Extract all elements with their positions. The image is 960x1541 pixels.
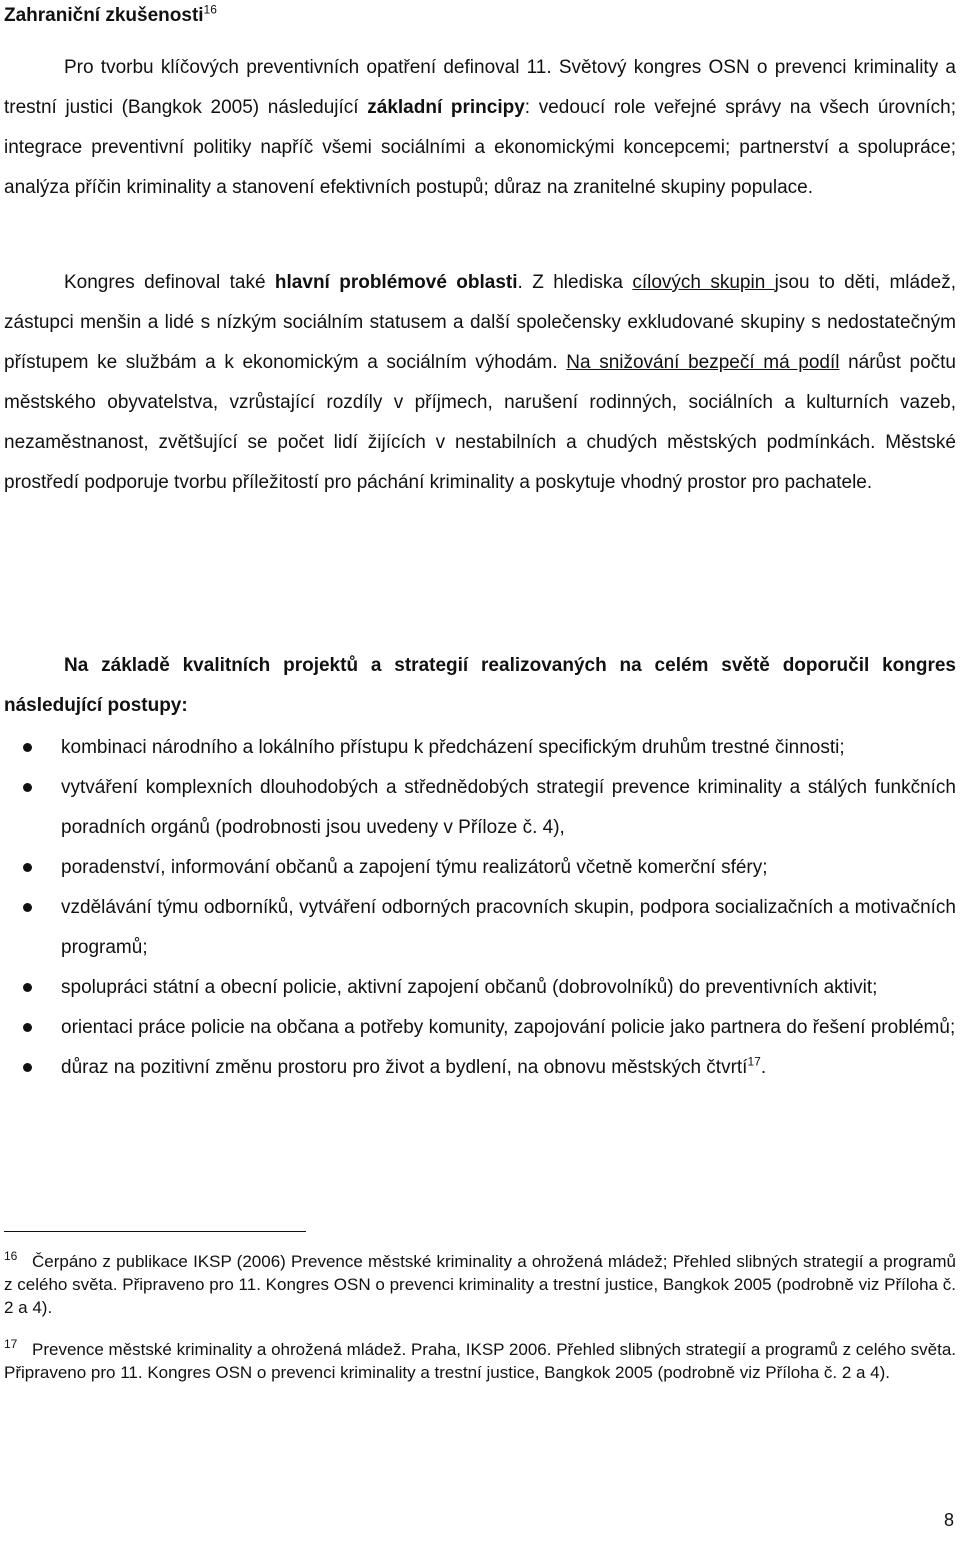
- page-heading: [4, 2, 217, 30]
- bullet-icon: [23, 783, 32, 792]
- bullet-icon: [23, 1023, 32, 1032]
- list-item: vytváření komplexních dlouhodobých a střednědobých strategií prevence kriminality a stálých funkčních poradních orgánů (podrobnosti jsou uvedeny v Příloze č. 4),: [0, 768, 956, 848]
- list-item: orientaci práce policie na občana a potřeby komunity, zapojování policie jako partnera do řešení problémů;: [0, 1008, 956, 1048]
- bullet-icon: [23, 983, 32, 992]
- safety-decrease-term: Na snižování bezpečí má podíl: [566, 352, 840, 373]
- problem-areas-term: hlavní problémové oblasti: [274, 272, 518, 293]
- bullet-icon: [23, 903, 32, 912]
- recommendations-list: [0, 728, 956, 1088]
- page-number: 8: [943, 1510, 954, 1530]
- bullet-icon: [23, 1063, 32, 1072]
- list-item: vzdělávání týmu odborníků, vytváření odborných pracovních skupin, podpora socializačních a motivačních programů;: [0, 888, 956, 968]
- section-heading: Na základě kvalitních projektů a strategií realizovaných na celém světě doporučil kongres následující postupy:: [4, 655, 956, 716]
- key-principles-term: základní principy: [367, 97, 525, 118]
- footnote-ref-16: 16: [203, 2, 217, 17]
- heading-text: Zahraniční zkušenosti: [4, 5, 204, 26]
- list-item: kombinaci národního a lokálního přístupu k předcházení specifickým druhům trestné činnosti;: [0, 728, 956, 768]
- paragraph-principles: Pro tvorbu klíčových preventivních opatření definoval 11. Světový kongres OSN o prevenci kriminality a trestní justici (Bangkok 2005) následující základní principy: vedoucí role veřejné správy na všech úrovních; integrace preventivní politiky napříč všemi sociálními a ekonomickými koncepcemi; partnerství a spolupráce; analýza příčin kriminality a stanovení efektivních postupů; důraz na zranitelné skupiny populace.: [4, 57, 957, 198]
- list-item: důraz na pozitivní změnu prostoru pro život a bydlení, na obnovu městských čtvrtí$^{17}$.: [0, 1048, 956, 1088]
- target-groups-term: cílových skupin: [632, 272, 775, 293]
- footnote-divider: [4, 1231, 306, 1232]
- footnote-16: $^{16}$ Čerpáno z publikace IKSP (2006) Prevence městské kriminality a ohrožená mládež; Přehled slibných strategií a programů z celého světa. Připraveno pro 11. Kongres OSN o prevenci kriminality a trestní justice, Bangkok 2005 (podrobně viz Příloha č. 2 a 4).: [4, 1249, 956, 1317]
- list-item: spolupráci státní a obecní policie, aktivní zapojení občanů (dobrovolníků) do preventivních aktivit;: [0, 968, 956, 1008]
- paragraph-problem-areas: Kongres definoval také hlavní problémové oblasti. Z hlediska cílových skupin jsou to děti, mládež, zástupci menšin a lidé s nízkým sociálním statusem a další společensky exkludované skupiny s nedostatečným přístupem ke službám a k ekonomickým a sociálním výhodám. Na snižování bezpečí má podíl nárůst počtu městského obyvatelstva, vzrůstající rozdíly v příjmech, narušení rodinných, sociálních a kulturních vazeb, nezaměstnanost, zvětšující se počet lidí žijících v nestabilních a chudých městských podmínkách. Městské prostředí podporuje tvorbu příležitostí pro páchání kriminality a poskytuje vhodný prostor pro pachatele.: [4, 272, 956, 493]
- footnote-17: $^{17}$ Prevence městské kriminality a ohrožená mládež. Praha, IKSP 2006. Přehled slibných strategií a programů z celého světa. Připraveno pro 11. Kongres OSN o prevenci kriminality a trestní justice, Bangkok 2005 (podrobně viz Příloha č. 2 a 4).: [4, 1337, 956, 1382]
- bullet-icon: [23, 863, 32, 872]
- list-item: poradenství, informování občanů a zapojení týmu realizátorů včetně komerční sféry;: [0, 848, 956, 888]
- footnote-ref-17: 17: [747, 1054, 761, 1069]
- bullet-icon: [23, 743, 32, 752]
